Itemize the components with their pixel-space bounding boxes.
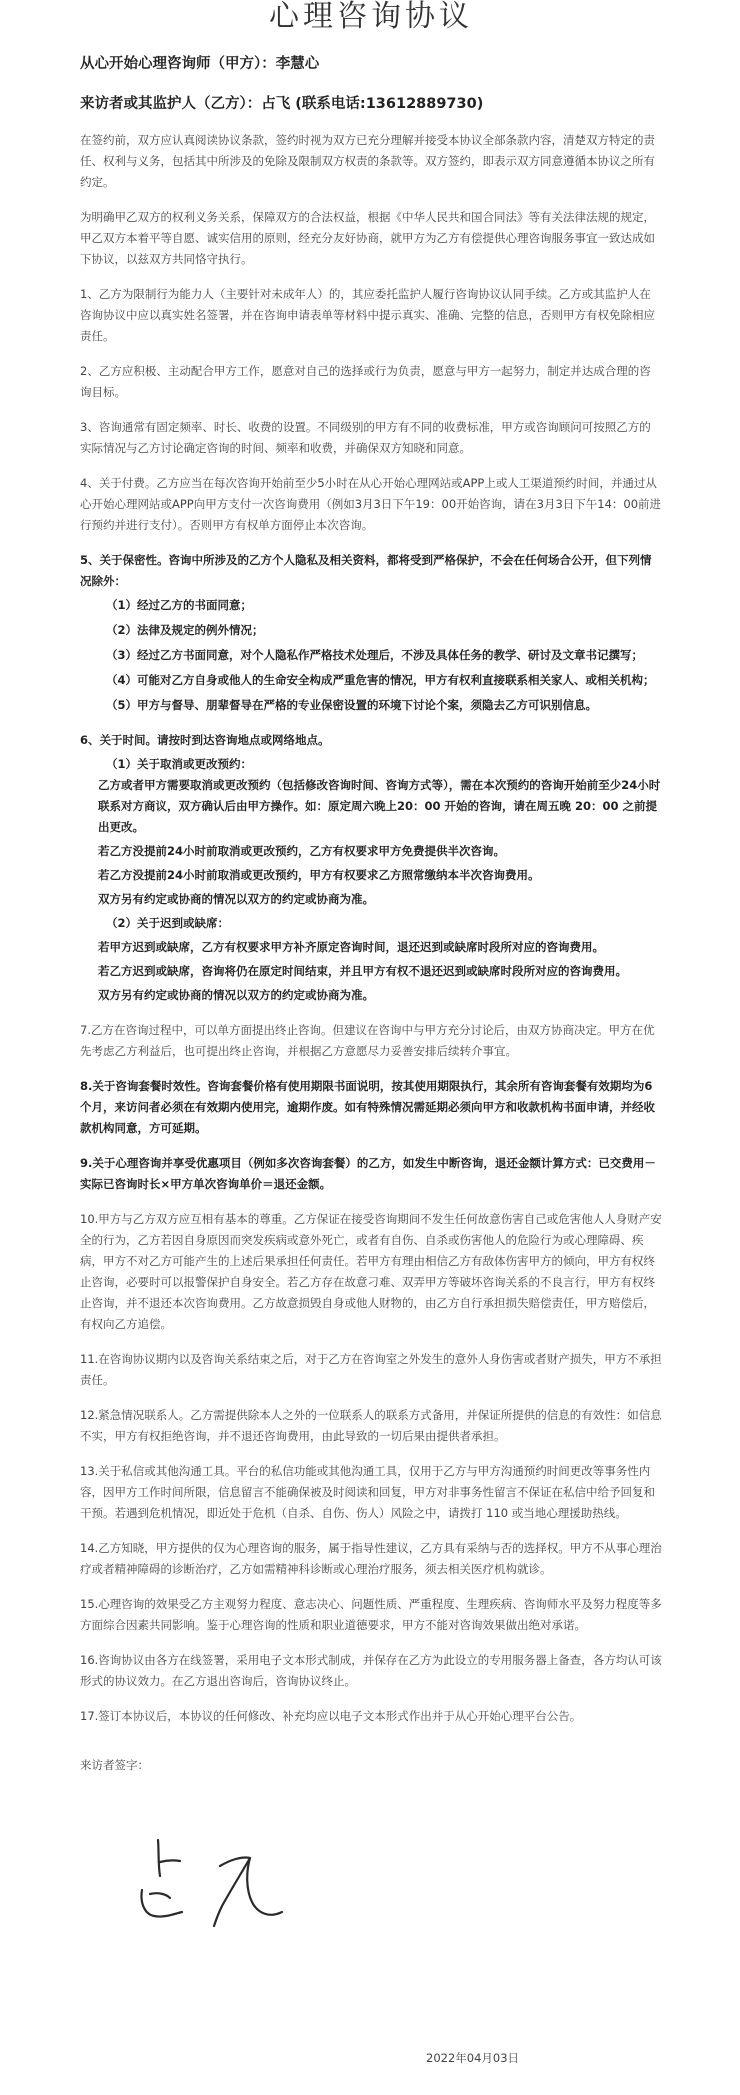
clause-6-sub-line: 若甲方迟到或缺席，乙方有权要求甲方补齐原定咨询时间，退还迟到或缺席时段所对应的咨询费用。	[98, 940, 604, 954]
clause-9: 9.关于心理咨询并享受优惠项目（例如多次咨询套餐）的乙方，如发生中断咨询，退还金额计算方式：已交费用－实际已咨询时长×甲方单次咨询单价＝退还金额。	[80, 1156, 656, 1191]
clause-13: 13.关于私信或其他沟通工具。平台的私信功能或其他沟通工具，仅用于乙方与甲方沟通预约时间更改等事务性内容，因甲方工作时间所限，信息留言不能确保被及时阅读和回复，甲方对非事务性留言不保证在私信中给予回复和干预。若遇到危机情况，即近处于危机（自杀、自伤、伤人）风险之中，请拨打 110 或当地心理援助热线。	[80, 1464, 655, 1520]
clause-6-sub-line: 若乙方没提前24小时前取消或更改预约，乙方有权要求甲方免费提供半次咨询。	[98, 844, 505, 858]
clause-17: 17.签订本协议后，本协议的任何修改、补充均应以电子文本形式作出并于从心开始心理平台公告。	[80, 1709, 582, 1723]
clause-6-sub-line: 双方另有约定或协商的情况以双方的约定或协商为准。	[98, 892, 374, 906]
clause-5: 5、关于保密性。咨询中所涉及的乙方个人隐私及相关资料，都将受到严格保护，不会在任何场合公开，但下列情况除外：	[80, 553, 652, 588]
clause-15: 15.心理咨询的效果受乙方主观努力程度、意志决心、问题性质、严重程度、生理疾病、咨询师水平及努力程度等多方面综合因素共同影响。鉴于心理咨询的性质和职业道德要求，甲方不能对咨询效果做出绝对承诺。	[80, 1597, 662, 1632]
clause-6-sub-heading: （1）关于取消或更改预约：	[106, 757, 253, 771]
clause-6-sub-line: 乙方或者甲方需要取消或更改预约（包括修改咨询时间、咨询方式等），需在本次预约的咨询开始前至少24小时联系对方商议，双方确认后由甲方操作。如：原定周六晚上20：00 开始的咨询，请在周五晚 20：00 之前提出更改。	[98, 778, 661, 834]
intro-paragraph-1: 在签约前，双方应认真阅读协议条款，签约时视为双方已充分理解并接受本协议全部条款内容，清楚双方特定的责任、权利与义务，包括其中所涉及的免除及限制双方权责的条款等。双方签约，即表示双方同意遵循本协议之所有约定。	[80, 133, 655, 189]
clause-5-item: （2）法律及规定的例外情况；	[106, 623, 264, 637]
clause-8: 8.关于咨询套餐时效性。咨询套餐价格有使用期限书面说明，按其使用期限执行，其余所有咨询套餐有效期均为6个月，来访问者必须在有效期内使用完，逾期作废。如有特殊情况需延期必须向甲方和收款机构书面申请，并经收款机构同意，方可延期。	[80, 1079, 655, 1135]
clause-3: 3、咨询通常有固定频率、时长、收费的设置。不同级别的甲方有不同的收费标准，甲方或咨询顾问可按照乙方的实际情况与乙方讨论确定咨询的时间、频率和收费，并确保双方知晓和同意。	[80, 420, 651, 455]
clause-12: 12.紧急情况联系人。乙方需提供除本人之外的一位联系人的联系方式备用，并保证所提供的信息的有效性：如信息不实，甲方有权拒绝咨询，并不退还咨询费用，由此导致的一切后果由提供者承担。	[80, 1408, 662, 1443]
party-a: 从心开始心理咨询师（甲方）：李慧心	[80, 56, 320, 72]
clause-10: 10.甲方与乙方双方应互相有基本的尊重。乙方保证在接受咨询期间不发生任何故意伤害自己或危害他人人身财产安全的行为，乙方若因自身原因而突发疾病或意外死亡，或者有自伤、自杀或伤害他人的危险行为或心理障碍、疾病，甲方不对乙方可能产生的上述后果承担任何责任。若甲方有理由相信乙方有敌体伤害甲方的倾向，甲方有权终止咨询，必要时可以报警保护自身安全。若乙方存在故意刁难、双弄甲方等破坏咨询关系的不良言行，甲方有权终止咨询，并不退还本次咨询费用。乙方故意损毁自身或他人财物的，由乙方自行承担损失赔偿责任，甲方赔偿后，有权向乙方追偿。	[80, 1212, 662, 1331]
intro-paragraph-2: 为明确甲乙双方的权利义务关系，保障双方的合法权益，根据《中华人民共和国合同法》等有关法律法规的规定，甲乙双方本着平等自愿、诚实信用的原则，经充分友好协商，就甲方为乙方有偿提供心理咨询服务事宜一致达成如下协议，以兹双方共同恪守执行。	[80, 210, 655, 266]
signature-date: 2022年04月03日	[426, 2051, 520, 2065]
clause-6-sub-heading: （2）关于迟到或缺席：	[106, 916, 230, 930]
clause-4: 4、关于付费。乙方应当在每次咨询开始前至少5小时在从心开始心理网站或APP上或人工渠道预约时间，并通过从心开始心理网站或APP向甲方支付一次咨询费用（例如3月3日下午19：00开始咨询，请在3月3日下午14：00前进行预约并进行支付）。否则甲方有权单方面停止本次咨询。	[80, 476, 662, 532]
clause-6-sub-line: 若乙方迟到或缺席，咨询将仍在原定时间结束，并且甲方有权不退还迟到或缺席时段所对应的咨询费用。	[98, 964, 627, 978]
signature-label: 来访者签字：	[80, 1758, 149, 1772]
clause-5-item: （1）经过乙方的书面同意；	[106, 598, 253, 612]
clause-6-sub-line: 若乙方没提前24小时前取消或更改预约，甲方有权要求乙方照常缴纳本半次咨询费用。	[98, 868, 540, 882]
clause-5-item: （5）甲方与督导、朋辈督导在严格的专业保密设置的环境下讨论个案，须隐去乙方可识别信息。	[106, 698, 597, 712]
clause-5-item: （3）经过乙方书面同意，对个人隐私作严格技术处理后，不涉及具体任务的教学、研讨及文章书记撰写；	[106, 648, 643, 662]
clause-11: 11.在咨询协议期内以及咨询关系结束之后，对于乙方在咨询室之外发生的意外人身伤害或者财产损失，甲方不承担责任。	[80, 1352, 662, 1387]
clause-1: 1、乙方为限制行为能力人（主要针对未成年人）的，其应委托监护人履行咨询协议认同手续。乙方或其监护人在咨询协议中应以真实姓名签署，并在咨询申请表单等材料中提示真实、准确、完整的信息，否则甲方有权免除相应责任。	[80, 287, 655, 343]
clause-5-list	[80, 595, 662, 716]
clause-6-sub-line: 双方另有约定或协商的情况以双方的约定或协商为准。	[98, 988, 374, 1002]
clause-7: 7.乙方在咨询过程中，可以单方面提出终止咨询。但建议在咨询中与甲方充分讨论后，由双方协商决定。甲方在优先考虑乙方利益后，也可提出终止咨询，并根据乙方意愿尽力妥善安排后续转介事宜。	[80, 1023, 655, 1058]
clause-6: 6、关于时间。请按时到达咨询地点或网络地点。	[80, 733, 330, 747]
clause-2: 2、乙方应积极、主动配合甲方工作，愿意对自己的选择或行为负责，愿意与甲方一起努力，制定并达成合理的咨询目标。	[80, 364, 651, 399]
page-title: 心理咨询协议	[269, 0, 473, 34]
handwritten-signature	[134, 1832, 314, 1942]
clause-14: 14.乙方知晓，甲方提供的仅为心理咨询的服务，属于指导性建议，乙方具有采纳与否的选择权。甲方不从事心理治疗或者精神障碍的诊断治疗，乙方如需精神科诊断或心理治疗服务，须去相关医疗机构就诊。	[80, 1541, 662, 1576]
clause-16: 16.咨询协议由各方在线签署，采用电子文本形式制成，并保存在乙方为此设立的专用服务器上备查，各方均认可该形式的协议效力。在乙方退出咨询后，咨询协议终止。	[80, 1653, 662, 1688]
clause-5-item: （4）可能对乙方自身或他人的生命安全构成严重危害的情况，甲方有权利直接联系相关家人、或相关机构；	[106, 673, 655, 687]
party-b: 来访者或其监护人（乙方）：占飞 (联系电话:13612889730)	[80, 96, 484, 112]
